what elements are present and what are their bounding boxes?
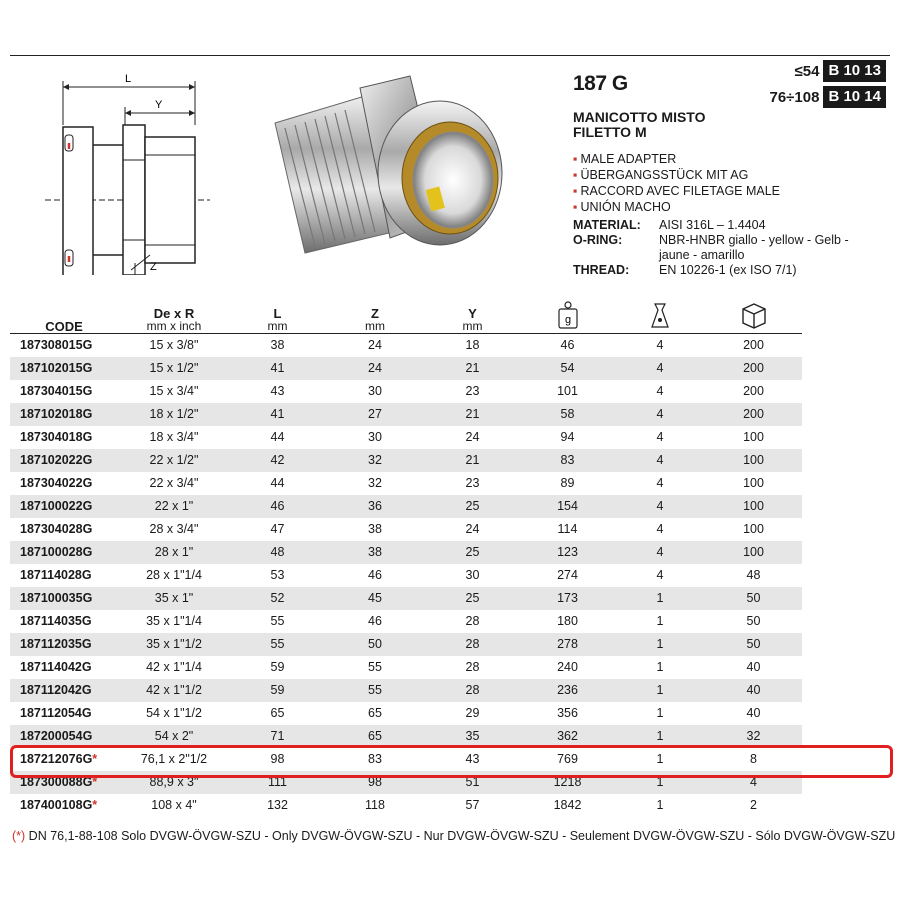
approval-size: 76÷108: [769, 88, 820, 106]
cell-z: 27: [325, 403, 425, 426]
cell-box: 32: [705, 725, 802, 748]
cell-bag: 4: [615, 357, 705, 380]
product-table-body: [10, 333, 802, 817]
cell-y: 24: [465, 521, 480, 536]
cell-weight: 362: [520, 725, 615, 748]
table-row: [10, 380, 802, 403]
cell-z: 24: [368, 337, 382, 352]
product-names-list: [573, 151, 780, 215]
cell-z: 38: [325, 541, 425, 564]
product-name-item: [573, 151, 780, 167]
property-material: [573, 218, 869, 233]
cell-code: [10, 403, 118, 426]
cell-l: 111: [230, 771, 325, 794]
product-code: 187114042G: [20, 659, 92, 674]
cell-l: 59: [270, 659, 285, 674]
cell-y: 51: [425, 771, 520, 794]
cell-bag: 4: [615, 403, 705, 426]
cell-box: 200: [705, 403, 802, 426]
cell-box: 48: [746, 567, 761, 582]
product-name-text: UNIÓN MACHO: [580, 200, 671, 214]
cell-bag: 1: [656, 659, 664, 674]
bag-icon: [646, 300, 674, 330]
product-name-text: RACCORD AVEC FILETAGE MALE: [580, 184, 781, 198]
product-code: 187112042G: [20, 682, 92, 697]
cell-code: [10, 587, 118, 610]
property-label: MATERIAL:: [573, 218, 641, 232]
weight-icon: [554, 300, 582, 330]
cell-dexr: 54 x 2": [118, 725, 230, 748]
table-row: [10, 771, 802, 794]
product-title: [573, 110, 753, 140]
cell-weight: 89: [560, 475, 575, 490]
cell-y: 28: [425, 633, 520, 656]
cell-z: 55: [325, 679, 425, 702]
col-header-z-unit: mm: [365, 318, 385, 333]
property-value: AISI 316L – 1.4404: [659, 218, 766, 232]
cell-y: 24: [465, 429, 480, 444]
top-rule: [10, 55, 890, 56]
cell-bag: 4: [656, 521, 664, 536]
cell-code: [10, 518, 118, 541]
cell-z: 46: [368, 613, 382, 628]
product-code: 187100035G: [20, 590, 93, 605]
cell-weight: 94: [560, 429, 575, 444]
table-row: [10, 794, 802, 817]
product-code: 187200054G: [20, 728, 93, 743]
cell-l: 46: [230, 495, 325, 518]
cell-z: 65: [325, 725, 425, 748]
bullet-icon: ▪: [573, 200, 578, 214]
product-title-line: MANICOTTO MISTO: [573, 109, 706, 125]
cell-l: 42: [230, 449, 325, 472]
cell-code: [10, 794, 118, 817]
cell-z: 98: [325, 771, 425, 794]
cell-weight: 240: [557, 659, 578, 674]
col-header-dexr-unit: mm x inch: [146, 318, 202, 333]
cell-l: 55: [270, 613, 285, 628]
table-row: [10, 725, 802, 748]
cell-dexr: 18 x 1/2": [118, 403, 230, 426]
footnote-star: (*): [12, 829, 26, 843]
cell-y: 23: [465, 475, 480, 490]
product-code: 187100028G: [20, 544, 93, 559]
cell-weight: 356: [557, 705, 578, 720]
cell-dexr: 15 x 3/8": [149, 337, 199, 352]
cell-box: 100: [705, 449, 802, 472]
table-header-row: [10, 288, 802, 333]
code-star: *: [92, 774, 98, 789]
cell-dexr: 18 x 3/4": [149, 429, 199, 444]
cell-l: 59: [230, 679, 325, 702]
cell-z: 32: [368, 475, 382, 490]
cell-y: 25: [425, 587, 520, 610]
col-header-weight: [520, 288, 615, 333]
cell-bag: 1: [656, 613, 664, 628]
table-row: [10, 541, 802, 564]
cell-code: [10, 679, 118, 702]
cell-dexr: 35 x 1"1/2: [118, 633, 230, 656]
cell-bag: 4: [656, 475, 664, 490]
product-code: 187112035G: [20, 636, 92, 651]
cell-code: [10, 449, 118, 472]
cell-y: 35: [425, 725, 520, 748]
col-header-y-label: Y: [468, 305, 477, 321]
cell-code: [10, 472, 118, 495]
cell-dexr: 15 x 3/4": [149, 383, 199, 398]
col-header-y-unit: mm: [462, 318, 483, 333]
cell-dexr: 15 x 1/2": [118, 357, 230, 380]
approval-code-row: [756, 60, 886, 82]
cell-box: 100: [743, 429, 764, 444]
cell-box: 40: [746, 705, 761, 720]
cell-weight: 154: [520, 495, 615, 518]
product-name-text: ÜBERGANGSSTÜCK MIT AG: [580, 168, 749, 182]
cell-box: 200: [743, 337, 764, 352]
col-header-z-label: Z: [371, 305, 379, 321]
cell-weight: 769: [557, 751, 578, 766]
col-header-bag: [615, 288, 705, 333]
bullet-icon: ▪: [573, 168, 578, 182]
cell-weight: 180: [557, 613, 578, 628]
table-row: [10, 495, 802, 518]
cell-bag: 4: [656, 337, 664, 352]
cell-box: 40: [705, 679, 802, 702]
col-header-dexr: [118, 288, 230, 333]
product-code: 187114035G: [20, 613, 92, 628]
footnote: [12, 829, 895, 843]
cell-dexr: 108 x 4": [151, 797, 197, 812]
col-header-z: [325, 288, 425, 333]
dim-label-L: L: [125, 73, 132, 85]
product-code: 187300088G: [20, 774, 93, 789]
code-star: *: [92, 797, 98, 812]
dim-label-Z: Z: [150, 261, 157, 273]
table-row: [10, 518, 802, 541]
cell-l: 41: [230, 403, 325, 426]
cell-z: 38: [368, 521, 382, 536]
cell-y: 21: [425, 403, 520, 426]
product-code: 187114028G: [20, 567, 92, 582]
box-icon: [740, 300, 768, 330]
cell-code: [10, 656, 118, 679]
cell-bag: 1: [615, 587, 705, 610]
product-code: 187304022G: [20, 475, 93, 490]
cell-l: 47: [270, 521, 285, 536]
table-row: [10, 426, 802, 449]
cell-l: 55: [230, 633, 325, 656]
cell-l: 98: [270, 751, 285, 766]
cell-y: 28: [465, 613, 480, 628]
product-code: 187102015G: [20, 360, 93, 375]
cell-code: [10, 748, 118, 771]
cell-weight: 278: [520, 633, 615, 656]
cell-l: 44: [270, 429, 285, 444]
cell-code: [10, 564, 118, 587]
cell-l: 38: [270, 337, 285, 352]
cell-z: 45: [325, 587, 425, 610]
cell-y: 43: [465, 751, 480, 766]
cell-bag: 1: [656, 751, 664, 766]
table-row: [10, 357, 802, 380]
cell-code: [10, 633, 118, 656]
cell-y: 28: [425, 679, 520, 702]
cell-l: 41: [230, 357, 325, 380]
property-oring: [573, 233, 869, 263]
cell-bag: 1: [615, 633, 705, 656]
cell-code: [10, 380, 118, 403]
cell-dexr: 42 x 1"1/2: [118, 679, 230, 702]
cell-dexr: 54 x 1"1/2: [146, 705, 202, 720]
cell-dexr: 22 x 1": [118, 495, 230, 518]
bullet-icon: ▪: [573, 184, 578, 198]
property-value: NBR-HNBR giallo - yellow - Gelb - jaune - amarillo: [659, 233, 849, 262]
cell-weight: 101: [557, 383, 578, 398]
approval-codes: [756, 60, 886, 112]
cell-y: 23: [465, 383, 480, 398]
cell-l: 65: [270, 705, 285, 720]
cell-bag: 1: [615, 771, 705, 794]
cell-weight: 54: [520, 357, 615, 380]
product-name-item: [573, 167, 780, 183]
cell-weight: 123: [520, 541, 615, 564]
col-header-l-label: L: [273, 305, 282, 321]
product-name-item: [573, 199, 780, 215]
cell-z: 32: [325, 449, 425, 472]
cell-z: 30: [368, 429, 382, 444]
cell-z: 50: [325, 633, 425, 656]
property-label: O-RING:: [573, 233, 623, 247]
table-row: [10, 587, 802, 610]
col-header-dexr-label: De x R: [153, 305, 195, 321]
technical-drawing-svg: [35, 65, 225, 275]
cell-dexr: 42 x 1"1/4: [146, 659, 202, 674]
cell-code: [10, 426, 118, 449]
cell-l: 71: [230, 725, 325, 748]
cell-weight: 1842: [553, 797, 582, 812]
product-code: 187212076G: [20, 751, 93, 766]
cell-z: 118: [365, 797, 385, 812]
cell-dexr: 28 x 1": [118, 541, 230, 564]
product-code: 187304015G: [20, 383, 93, 398]
table-row: [10, 633, 802, 656]
cell-l: 52: [230, 587, 325, 610]
product-name-item: [573, 183, 780, 199]
product-code: 187400108G: [20, 797, 93, 812]
cell-box: 200: [705, 357, 802, 380]
cell-box: 8: [750, 751, 757, 766]
product-photo-svg: [260, 68, 510, 268]
product-title-line: FILETTO M: [573, 124, 647, 140]
cell-y: 25: [425, 541, 520, 564]
cell-l: 44: [270, 475, 285, 490]
cell-code: [10, 541, 118, 564]
product-code: 187100022G: [20, 498, 93, 513]
cell-y: 30: [465, 567, 480, 582]
cell-code: [10, 771, 118, 794]
cell-bag: 1: [656, 705, 664, 720]
cell-box: 50: [746, 613, 761, 628]
cell-y: 28: [465, 659, 480, 674]
cell-code: [10, 333, 118, 357]
cell-y: 29: [465, 705, 480, 720]
cell-dexr: 35 x 1": [118, 587, 230, 610]
product-properties: [573, 218, 869, 278]
cell-bag: 4: [656, 567, 664, 582]
cell-dexr: 35 x 1"1/4: [146, 613, 202, 628]
bullet-icon: ▪: [573, 152, 578, 166]
cell-z: 30: [368, 383, 382, 398]
cell-z: 46: [368, 567, 382, 582]
cell-bag: 4: [615, 495, 705, 518]
table-row: [10, 449, 802, 472]
table-row: [10, 748, 802, 771]
product-code: 187102018G: [20, 406, 93, 421]
table-row: [10, 679, 802, 702]
cell-box: 200: [743, 383, 764, 398]
col-header-l: [230, 288, 325, 333]
col-header-code-label: CODE: [45, 318, 83, 334]
code-star: *: [92, 751, 98, 766]
approval-size: ≤54: [794, 62, 820, 80]
cell-code: [10, 357, 118, 380]
col-header-y: [425, 288, 520, 333]
cell-code: [10, 702, 118, 725]
cell-box: 4: [705, 771, 802, 794]
cell-y: 25: [425, 495, 520, 518]
property-thread: [573, 263, 869, 278]
cell-dexr: 28 x 3/4": [149, 521, 199, 536]
cell-y: 21: [425, 449, 520, 472]
cell-y: 57: [465, 797, 480, 812]
cell-box: 50: [705, 587, 802, 610]
series-title: 187 G: [573, 72, 628, 95]
technical-drawing: [35, 65, 225, 275]
cell-l: 132: [267, 797, 288, 812]
cell-box: 2: [750, 797, 757, 812]
cell-y: 21: [425, 357, 520, 380]
approval-code-badge: B 10 13: [823, 60, 886, 82]
table-row: [10, 472, 802, 495]
product-code: 187304018G: [20, 429, 93, 444]
cell-dexr: 76,1 x 2"1/2: [140, 751, 208, 766]
cell-box: 100: [743, 475, 764, 490]
approval-code-badge: B 10 14: [823, 86, 886, 108]
cell-code: [10, 495, 118, 518]
col-header-l-unit: mm: [267, 318, 288, 333]
cell-weight: 1218: [520, 771, 615, 794]
cell-weight: 173: [520, 587, 615, 610]
cell-bag: 4: [615, 449, 705, 472]
footnote-text: DN 76,1-88-108 Solo DVGW-ÖVGW-SZU - Only DVGW-ÖVGW-SZU - Nur DVGW-ÖVGW-SZU - Seulement DVGW-ÖVGW-SZU - Sólo DVGW-ÖVGW-SZU: [25, 829, 896, 843]
cell-l: 43: [270, 383, 285, 398]
cell-weight: 274: [557, 567, 578, 582]
cell-z: 55: [368, 659, 382, 674]
cell-box: 100: [705, 541, 802, 564]
product-table-wrapper: [10, 288, 890, 817]
col-header-box: [705, 288, 802, 333]
cell-z: 36: [325, 495, 425, 518]
cell-weight: 58: [520, 403, 615, 426]
cell-l: 48: [230, 541, 325, 564]
product-code: 187112054G: [20, 705, 92, 720]
cell-box: 50: [705, 633, 802, 656]
table-row: [10, 702, 802, 725]
cell-weight: 236: [520, 679, 615, 702]
property-label: THREAD:: [573, 263, 630, 277]
table-row: [10, 610, 802, 633]
cell-code: [10, 610, 118, 633]
cell-weight: 46: [560, 337, 575, 352]
product-table: [10, 288, 802, 817]
cell-box: 100: [705, 495, 802, 518]
cell-bag: 1: [615, 679, 705, 702]
cell-z: 24: [325, 357, 425, 380]
col-header-code: [10, 288, 118, 333]
cell-bag: 1: [656, 797, 664, 812]
product-name-text: MALE ADAPTER: [580, 152, 677, 166]
dim-label-Y: Y: [155, 99, 163, 111]
table-row: [10, 656, 802, 679]
table-row: [10, 564, 802, 587]
cell-box: 40: [746, 659, 761, 674]
cell-dexr: 22 x 1/2": [118, 449, 230, 472]
cell-box: 100: [743, 521, 764, 536]
cell-weight: 114: [557, 521, 578, 536]
cell-bag: 4: [615, 541, 705, 564]
approval-code-row: [756, 86, 886, 108]
cell-l: 53: [270, 567, 285, 582]
product-code: 187308015G: [20, 337, 93, 352]
cell-y: 18: [465, 337, 480, 352]
cell-dexr: 22 x 3/4": [149, 475, 199, 490]
product-code: 187102022G: [20, 452, 93, 467]
cell-z: 83: [368, 751, 382, 766]
cell-dexr: 28 x 1"1/4: [146, 567, 202, 582]
cell-bag: 1: [615, 725, 705, 748]
table-row: [10, 333, 802, 357]
cell-bag: 4: [656, 429, 664, 444]
cell-weight: 83: [520, 449, 615, 472]
cell-bag: 4: [656, 383, 664, 398]
table-row: [10, 403, 802, 426]
cell-dexr: 88,9 x 3": [118, 771, 230, 794]
cell-z: 65: [368, 705, 382, 720]
product-photo: [260, 68, 510, 268]
property-value: EN 10226-1 (ex ISO 7/1): [659, 263, 797, 277]
product-code: 187304028G: [20, 521, 93, 536]
weight-icon-text: g: [564, 313, 571, 326]
cell-code: [10, 725, 118, 748]
